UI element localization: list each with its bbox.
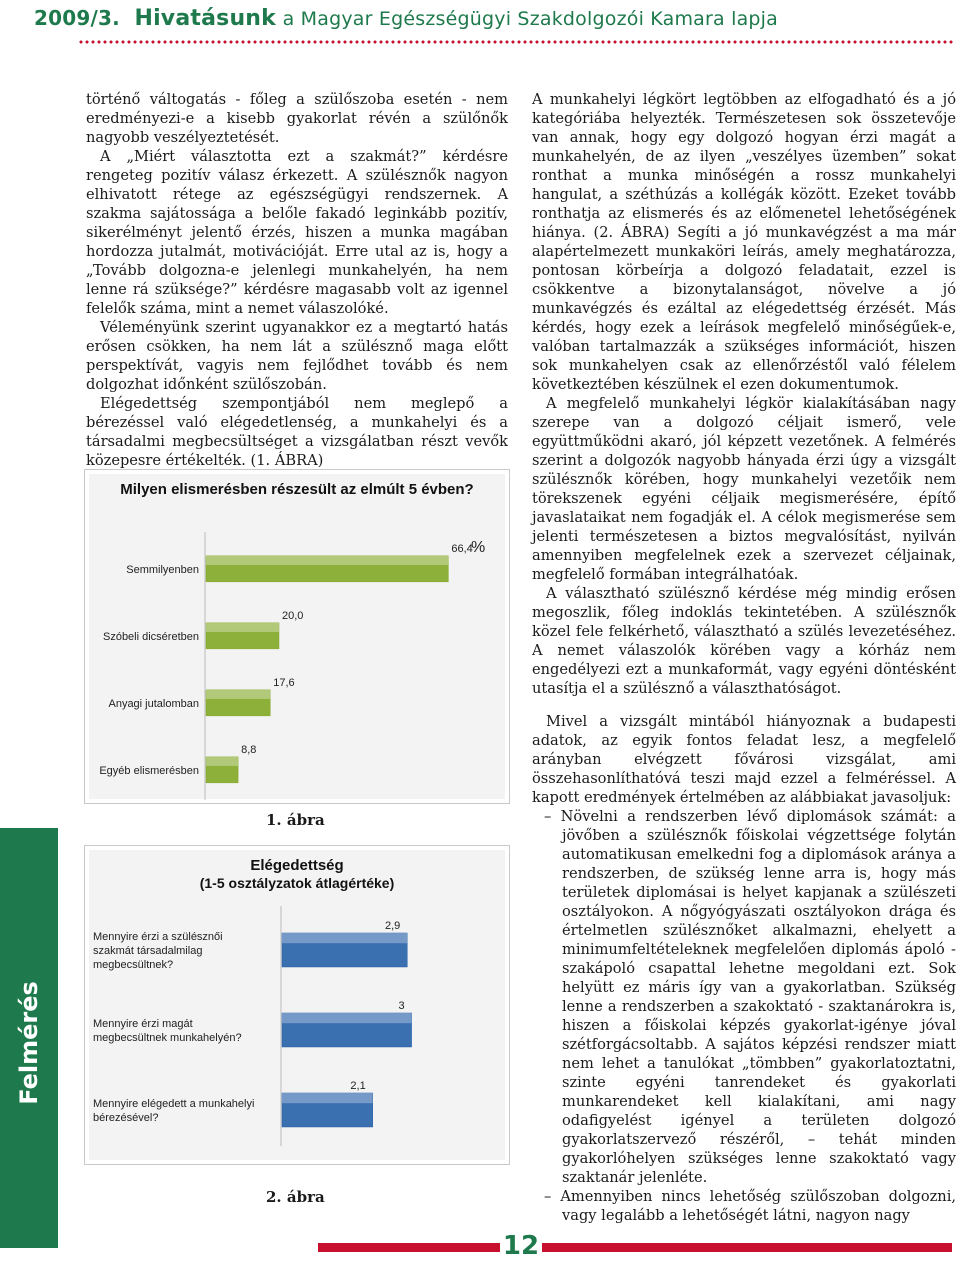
footer-bar-right: [542, 1243, 952, 1252]
chart-data-label: 8,8: [241, 743, 257, 756]
chart-data-label: 3: [398, 1000, 405, 1012]
chart-recognition: [84, 469, 510, 804]
chart-data-label: 66,4: [451, 542, 473, 555]
text-column-right-top: [532, 90, 956, 698]
magazine-subtitle: a Magyar Egészségügyi Szakdolgozói Kamara lapja: [282, 8, 778, 30]
paragraph: A „Miért választotta ezt a szakmát?” kérdésre rengeteg pozitív válasz érkezett. A szülésznők nagyon elhivatott rétege az egészségügyi rendszernek. A szakma sajátossága a belőle fakadó leginkább pozitív, sikerélményt jelentő érzés, hiszen a munka magában hordozza jutalmát, motivációját. Erre utal az is, hogy a „Tovább dolgozna-e jelenlegi munkahelyén, ha nem lenne rá szüksége?” kérdésre magasabb volt az igennel felelők száma, mint a nemet válaszolóké.: [86, 148, 508, 317]
figure-caption-1: 1. ábra: [266, 811, 325, 829]
footer-bar-left: [318, 1243, 500, 1252]
list-item: – Amennyiben nincs lehetőség szülőszoban dolgozni, vagy legalább a lehetőségét látni, nagyon nagy: [544, 1188, 956, 1224]
paragraph: A választható szülésznő kérdése még mindig erősen megoszlik, főleg indoklás tekintetében. A szülésznők közel fele felkérhető, választható a szülés levezetéséhez. A nemet válaszolók körében vagy a kórház nem engedélyezi ezt a munkaformát, vagy egyéni döntésként utasítja el a szülésznő a választhatóságot.: [532, 585, 956, 697]
chart-bar-highlight: [206, 757, 238, 766]
text-column-left: [86, 90, 508, 470]
chart-category-label: Anyagi jutalomban: [108, 697, 199, 710]
chart-category-label: Szóbeli dicséretben: [102, 630, 199, 643]
paragraph: A munkahelyi légkört legtöbben az elfogadható és a jó kategóriába helyezték. Természetesen sok összetevője van annak, hogy egy dolgozó hogyan érzi magát a munkahelyén, de az ilyen „veszélyes üzemben” sokat ronthat a munka minőségén a rossz munkahelyi hangulat, a széthúzás a kollégák között. Ezeket tovább ronthatja az elismerés és az előmenetel lehetőségének hiánya. (2. ÁBRA) Segíti a jó munkavégzést a ma már alapértelmezett munkaköri leírás, amely meghatározza, pontosan körbeírja a dolgozó feladatait, ezzel is csökkentve a bizonytalanságot, növelve a jó munkavégzés és ezáltal az elégedettség érzését. Más kérdés, hogy ezek a leírások megfelelő minőségűek-e, valóban tartalmazzák a szükséges információt, hiszen sok munkahelyen csak az ellenőrzéstől való félelem következtében készülnek el ezen dokumentumok.: [532, 91, 956, 393]
chart-category-label: Mennyire elégedett a munkahelyi bérezésével?: [93, 1098, 255, 1124]
page-number: 12: [502, 1231, 540, 1261]
chart-category-label: Mennyire érzi a szülésznői szakmát társadalmilag megbecsültnek?: [93, 931, 223, 971]
chart-bar-highlight: [206, 623, 279, 632]
paragraph: A megfelelő munkahelyi légkör kialakításában nagy szerepe van a dolgozó céljait ismerő, vele együttműködni akaró, jól képzett vezetőnek. A felmérés szerint a dolgozók nagyobb hányada érzi úgy a vizsgált szülésznők körében, hogy munkahelyi vezetőik nem törekszenek egyéni céljaik megismerésére, építő javaslataikat nem fogadják el. A célok megismerése sem jelenti természetesen a biztos megvalósítást, nyilván amennyiben megfelelnek ezek a szervezet céljainak, megfelelő formában integrálhatóak.: [532, 395, 956, 583]
chart-bar-highlight: [206, 690, 270, 699]
section-label: Felmérés: [15, 981, 43, 1105]
chart-title: Milyen elismerésben részesült az elmúlt 5 évben?: [120, 481, 474, 498]
paragraph: történő váltogatás - főleg a szülőszoba esetén - nem eredményezi-e a kisebb gyakorlat révén a szülőnők nagyobb veszélyeztetését.: [86, 91, 508, 146]
chart-recognition-svg: [85, 470, 509, 803]
chart-bar-highlight: [206, 556, 448, 565]
page-header: [34, 6, 934, 36]
section-sidebar: [0, 828, 58, 1248]
chart-data-label: 2,1: [350, 1080, 366, 1092]
chart-satisfaction-svg: [85, 846, 509, 1164]
chart-bar-highlight: [282, 1093, 373, 1103]
chart-data-label: 2,9: [384, 920, 401, 932]
paragraph: Elégedettség szempontjából nem meglepő a bérezéssel való elégedetlenség, a munkahelyi és a társadalmi megbecsültséget a vizsgálatban részt vevők közepesre értékelték. (1. ÁBRA): [86, 395, 508, 469]
paragraph: Mivel a vizsgált mintából hiányoznak a budapesti adatok, az egyik fontos feladat lesz, a megfelelő arányban elvégzett fővárosi vizsgálat, ami összehasonlíthatóvá teszi majd ezzel a felméréssel. A kapott eredmények értelmében az alábbiakat javasoljuk:: [532, 713, 956, 806]
chart-category-label: Mennyire érzi magát megbecsültnek munkahelyén?: [93, 1018, 242, 1044]
chart-title: Elégedettség: [250, 857, 344, 874]
chart-unit-label: %: [471, 539, 486, 556]
chart-data-label: 17,6: [273, 676, 295, 689]
chart-subtitle: (1-5 osztályzatok átlagértéke): [199, 875, 395, 891]
chart-data-label: 20,0: [282, 609, 304, 622]
header-dotted-rule: [78, 40, 954, 44]
chart-satisfaction: [84, 845, 510, 1165]
chart-category-label: Semmilyenben: [126, 563, 199, 576]
issue-number: 2009/3.: [34, 6, 120, 30]
paragraph: Véleményünk szerint ugyanakkor ez a megtartó hatás erősen csökken, ha nem lát a szülésznő maga előtt perspektívát, vagyis nem fejlődhet tovább és nem dolgozhat időnként szülőszobán.: [86, 319, 508, 393]
chart-bar-highlight: [282, 933, 407, 943]
magazine-brand: Hivatásunk: [134, 6, 277, 31]
figure-caption-2: 2. ábra: [266, 1188, 325, 1206]
chart-category-label: Egyéb elismerésben: [99, 764, 199, 777]
list-item: – Növelni a rendszerben lévő diplomások számát: a jövőben a szülésznők főiskolai végzettsége folytán automatikusan emelkedni fog a diplomások aránya a rendszerben, de szükség lenne arra is, hogy más területek diplomásai is helyet kapjanak a szülészeti osztályokon. A nőgyógyászati osztályokon drága és értelmetlen szülésznőket alkalmazni, ehelyett a minimumfeltételeknek megfelelően diplomás ápoló - szakápoló csapattal lehetne megoldani ezt. Sok helyütt ez máris így van a gyakorlatban. Szükség lenne a rendszerben a szakoktató - szaktanárokra is, hiszen a főiskolai képzés gyakorlat-igénye jóval szétforgácsoltabb. A sajátos képzési rendszer miatt nem lehet a tanulókat „tömbben” gyakorlatoztatni, szinte egyéni tanrendeket és gyakorlati munkarendeket kell kialakítani, ami nagy odafigyelést igényel a területen dolgozó gyakorlatszervező részéről, – tehát minden gyakorlóhelyen szükséges lenne szakoktató vagy szaktanár jelenléte.: [544, 808, 956, 1186]
text-column-right-bottom: [532, 712, 956, 1225]
chart-bar-highlight: [282, 1013, 412, 1023]
